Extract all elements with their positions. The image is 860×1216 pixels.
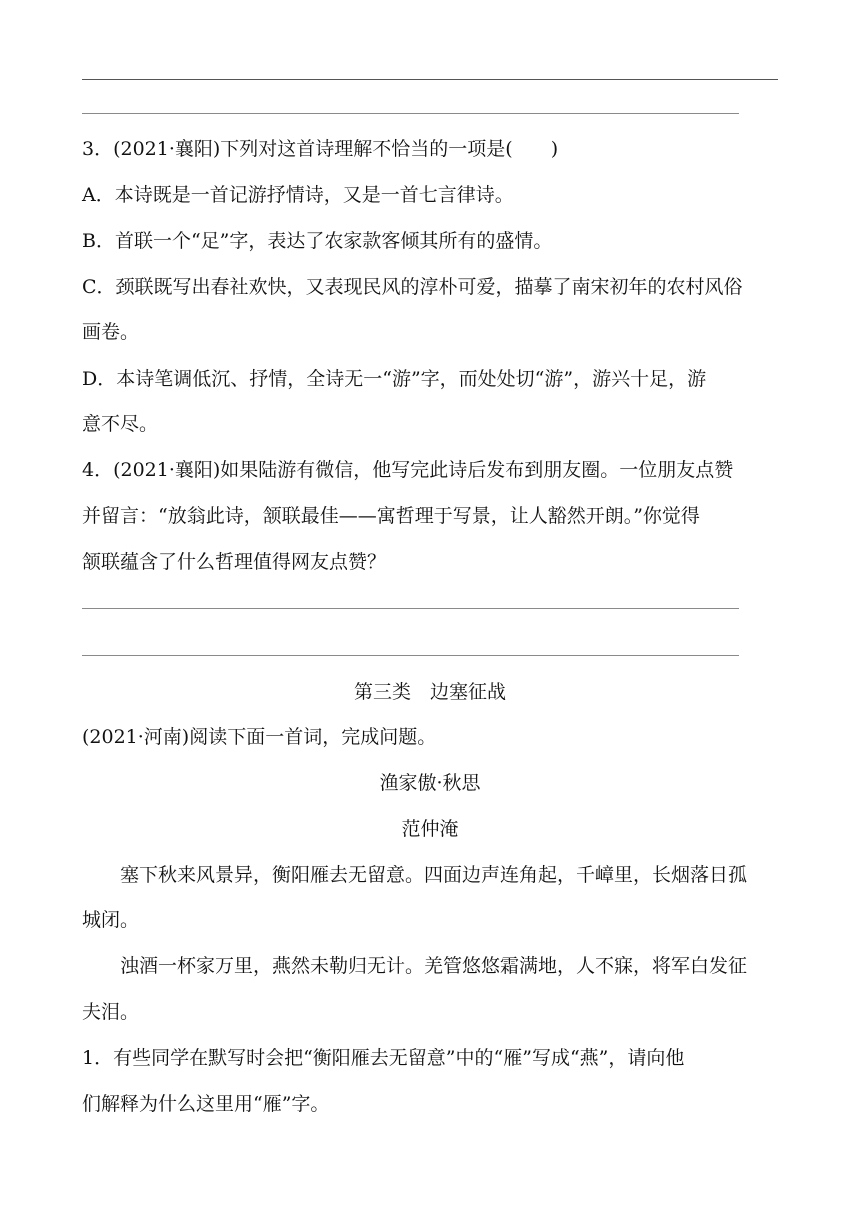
question-3-option-b: B．首联一个“足”字，表达了农家款客倾其所有的盛情。 [82, 230, 553, 252]
poem-stanza2-line2: 夫泪。 [82, 1001, 140, 1023]
question-3-option-c-line2: 画卷。 [82, 321, 140, 343]
poem-author: 范仲淹 [401, 818, 459, 840]
top-divider [82, 79, 778, 80]
question-4-line3: 颔联蕴含了什么哲理值得网友点赞？ [82, 551, 387, 573]
question-3-stem: 3．(2021·襄阳)下列对这首诗理解不恰当的一项是( ) [82, 138, 559, 160]
section-intro: (2021·河南)阅读下面一首词，完成问题。 [82, 726, 437, 748]
poem-stanza1-line1: 塞下秋来风景异，衡阳雁去无留意。四面边声连角起，千嶂里，长烟落日孤 [120, 864, 748, 886]
answer-line [82, 608, 739, 609]
section-title: 第三类 边塞征战 [353, 681, 506, 703]
poem-stanza1-line2: 城闭。 [82, 909, 140, 931]
poem-stanza2-line1: 浊酒一杯家万里，燕然未勒归无计。羌管悠悠霜满地，人不寐，将军白发征 [120, 955, 748, 977]
answer-line [82, 655, 739, 656]
question-4-line2: 并留言：“放翁此诗，颔联最佳——寓哲理于写景，让人豁然开朗。”你觉得 [82, 505, 700, 527]
question-3-option-a: A．本诗既是一首记游抒情诗，又是一首七言律诗。 [82, 184, 514, 206]
question-3-option-c-line1: C．颈联既写出春社欢快，又表现民风的淳朴可爱，描摹了南宋初年的农村风俗 [82, 276, 743, 298]
question-1-line2: 们解释为什么这里用“雁”字。 [82, 1093, 330, 1115]
question-4-line1: 4．(2021·襄阳)如果陆游有微信，他写完此诗后发布到朋友圈。一位朋友点赞 [82, 459, 734, 481]
answer-line [82, 113, 739, 114]
question-3-option-d-line1: D．本诗笔调低沉、抒情，全诗无一“游”字，而处处切“游”，游兴十足，游 [82, 368, 707, 390]
poem-title: 渔家傲·秋思 [379, 772, 481, 794]
question-3-option-d-line2: 意不尽。 [82, 413, 159, 435]
question-1-line1: 1．有些同学在默写时会把“衡阳雁去无留意”中的“雁”写成“燕”，请向他 [82, 1047, 685, 1069]
